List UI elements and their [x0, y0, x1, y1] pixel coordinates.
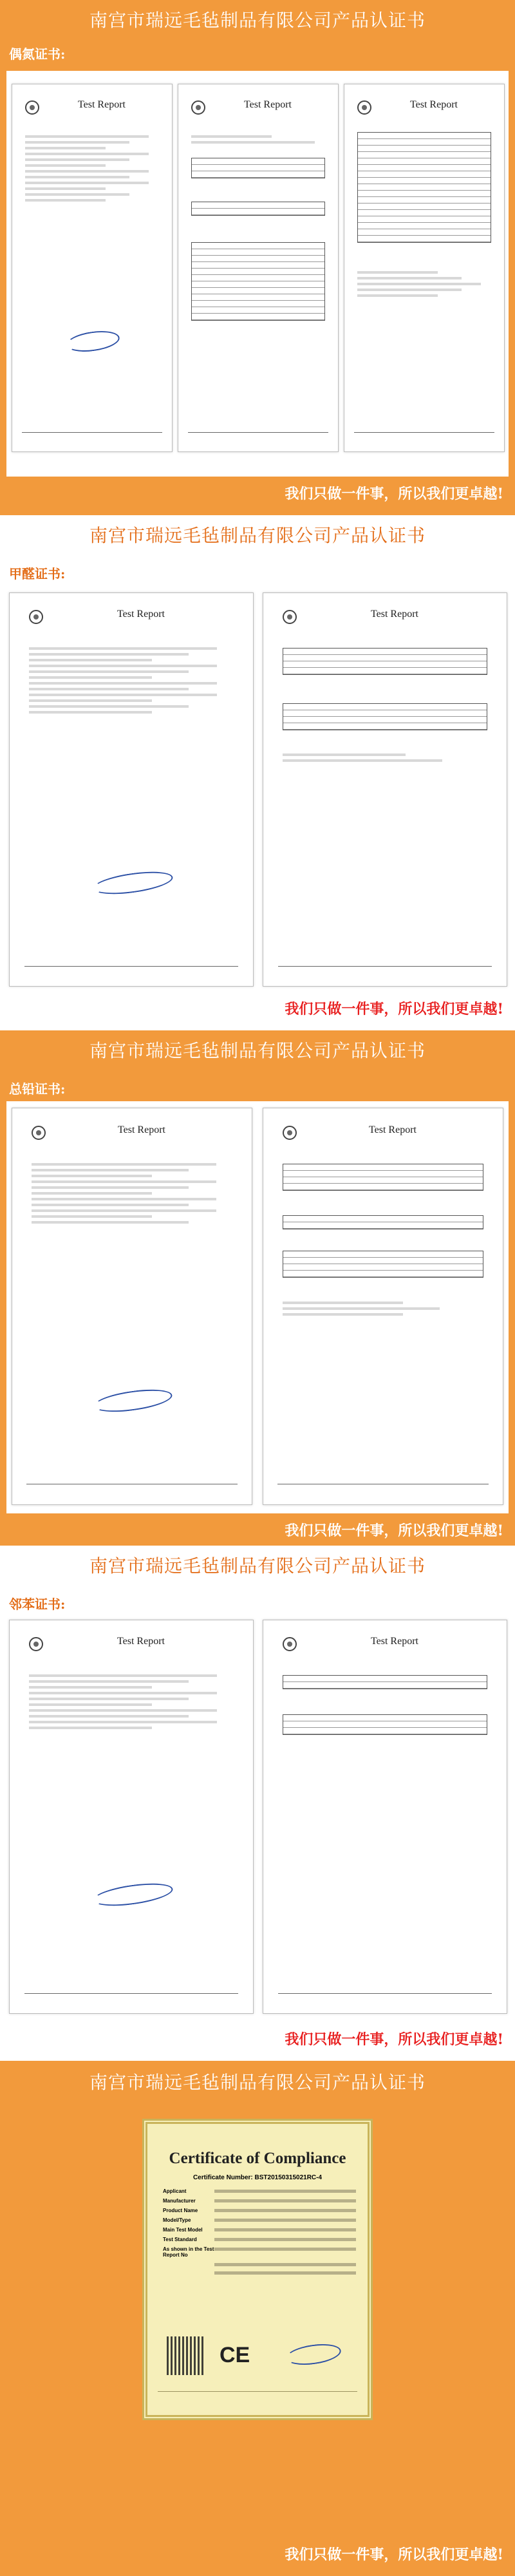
test-report-page	[263, 592, 507, 987]
test-report-page	[12, 1108, 252, 1505]
slogan: 我们只做一件事，所以我们更卓越!	[285, 1522, 503, 1539]
section-label: 偶氮证书:	[9, 46, 66, 62]
lab-logo-icon	[283, 610, 297, 624]
test-report-page	[12, 84, 173, 452]
report-heading: Test Report	[117, 1636, 165, 1647]
lab-logo-icon	[29, 1637, 43, 1651]
section-title: 南宫市瑞远毛毡制品有限公司产品认证书	[89, 10, 426, 31]
report-heading: Test Report	[410, 99, 458, 110]
ce-certificate	[142, 2119, 373, 2420]
reports-panel	[6, 71, 509, 477]
lab-logo-icon	[357, 100, 371, 115]
field-label: Model/Type	[163, 2217, 191, 2223]
section-formaldehyde	[0, 515, 515, 1030]
section-label: 甲醛证书:	[9, 566, 66, 582]
section-total-lead	[0, 1030, 515, 1546]
report-heading: Test Report	[117, 609, 165, 620]
section-title: 南宫市瑞远毛毡制品有限公司产品认证书	[89, 1040, 426, 1061]
slogan: 我们只做一件事，所以我们更卓越!	[285, 2546, 503, 2563]
field-label: Main Test Model	[163, 2227, 203, 2233]
report-heading: Test Report	[371, 1636, 418, 1647]
section-label: 邻苯证书:	[9, 1596, 66, 1612]
signature	[82, 868, 180, 896]
test-report-page	[344, 84, 505, 452]
field-label: Applicant	[163, 2188, 187, 2194]
test-report-page	[9, 1620, 254, 2014]
section-title: 南宫市瑞远毛毡制品有限公司产品认证书	[89, 525, 426, 546]
lab-logo-icon	[32, 1126, 46, 1140]
qr-code-icon	[167, 2336, 205, 2375]
section-azo	[0, 0, 515, 515]
signature	[60, 327, 124, 355]
certificate-heading: Certificate of Compliance	[169, 2150, 346, 2167]
lab-logo-icon	[25, 100, 39, 115]
test-report-page	[178, 84, 339, 452]
slogan: 我们只做一件事，所以我们更卓越!	[285, 1001, 503, 1018]
slogan: 我们只做一件事，所以我们更卓越!	[285, 2031, 503, 2048]
field-label: Product Name	[163, 2208, 198, 2213]
certificate-number: Certificate Number: BST20150315021RC-4	[192, 2174, 323, 2181]
test-report-page	[9, 592, 254, 987]
report-heading: Test Report	[78, 99, 126, 110]
signature	[82, 1880, 180, 1908]
slogan: 我们只做一件事，所以我们更卓越!	[285, 486, 503, 502]
ce-mark: CE	[220, 2343, 250, 2367]
report-heading: Test Report	[369, 1124, 417, 1135]
section-title: 南宫市瑞远毛毡制品有限公司产品认证书	[89, 1555, 426, 1577]
field-label: As shown in the Test Report No	[163, 2246, 214, 2258]
lab-logo-icon	[29, 610, 43, 624]
signature	[279, 2340, 346, 2368]
report-heading: Test Report	[118, 1124, 165, 1135]
test-report-page	[263, 1108, 503, 1505]
report-heading: Test Report	[371, 609, 418, 620]
field-label: Test Standard	[163, 2237, 197, 2242]
reports-panel	[6, 1101, 509, 1513]
test-report-page	[263, 1620, 507, 2014]
signature	[84, 1386, 180, 1414]
report-heading: Test Report	[244, 99, 292, 110]
lab-logo-icon	[283, 1637, 297, 1651]
section-phthalates	[0, 1546, 515, 2061]
field-label: Manufacturer	[163, 2198, 196, 2204]
lab-logo-icon	[191, 100, 205, 115]
section-label: 总铅证书:	[9, 1081, 66, 1097]
section-title: 南宫市瑞远毛毡制品有限公司产品认证书	[89, 2072, 426, 2093]
lab-logo-icon	[283, 1126, 297, 1140]
